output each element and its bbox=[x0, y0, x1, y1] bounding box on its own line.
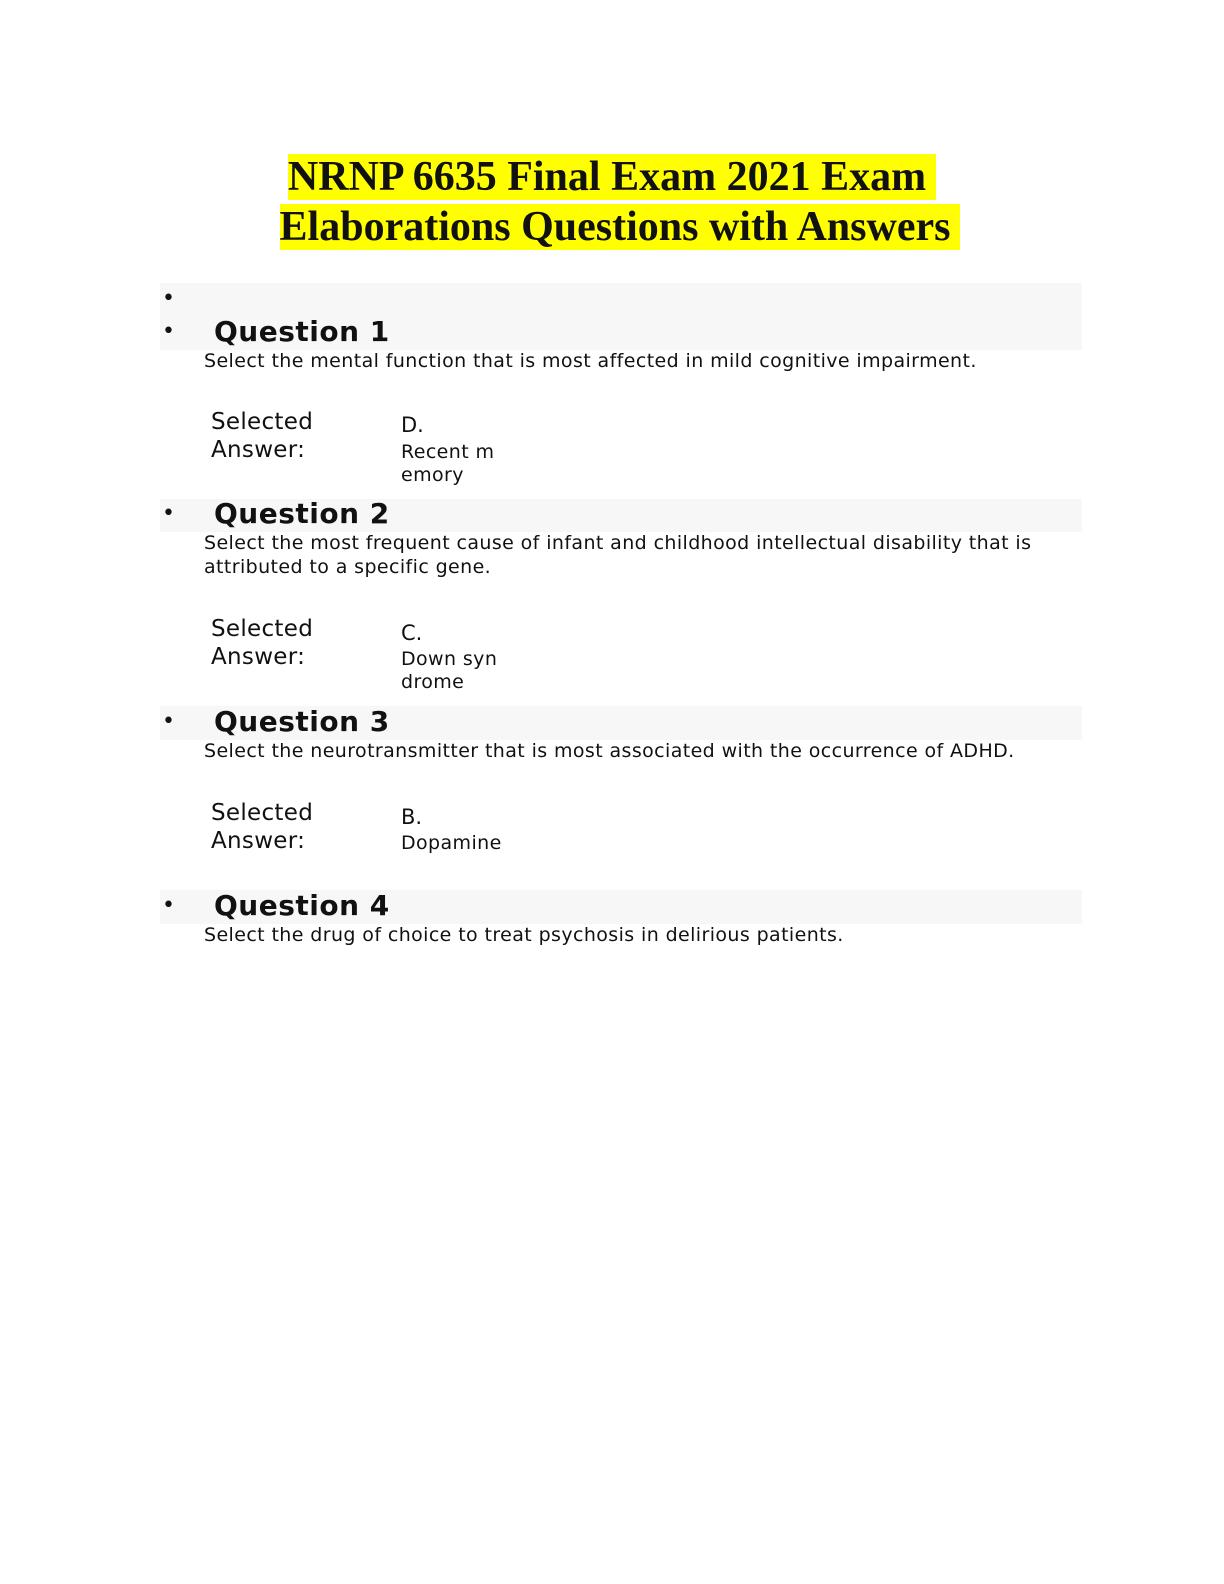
question-2-answer-letter: C. bbox=[401, 621, 423, 645]
question-2-selected-answer-label: Selected Answer: bbox=[211, 616, 314, 670]
question-3-bullet: • bbox=[162, 709, 175, 734]
question-2-text: Select the most frequent cause of infant and childhood intellectual disability that is attributed to a specific gene. bbox=[204, 532, 1032, 578]
question-4-bullet: • bbox=[162, 893, 175, 918]
question-2-answer-text: Down syndrome bbox=[401, 648, 498, 693]
empty-bullet: • bbox=[162, 286, 175, 311]
title-line-2: Elaborations Questions with Answers bbox=[280, 204, 961, 250]
question-1-heading: Question 1 bbox=[214, 315, 390, 348]
question-2-heading: Question 2 bbox=[214, 497, 390, 530]
question-1-answer-text: Recent memory bbox=[401, 441, 495, 486]
question-1-answer-letter: D. bbox=[401, 413, 424, 437]
question-3-heading: Question 3 bbox=[214, 705, 390, 738]
question-3-selected-answer-label: Selected Answer: bbox=[211, 800, 314, 854]
question-1-text: Select the mental function that is most affected in mild cognitive impairment. bbox=[204, 350, 977, 372]
question-3-answer-text: Dopamine bbox=[401, 832, 502, 854]
page-title bbox=[0, 152, 1224, 252]
question-3-answer-letter: B. bbox=[401, 805, 423, 829]
question-3-text: Select the neurotransmitter that is most associated with the occurrence of ADHD. bbox=[204, 740, 1015, 762]
title-line-1: NRNP 6635 Final Exam 2021 Exam bbox=[288, 154, 936, 200]
question-4-heading: Question 4 bbox=[214, 889, 390, 922]
question-4-text: Select the drug of choice to treat psychosis in delirious patients. bbox=[204, 924, 844, 946]
question-1-bullet: • bbox=[162, 319, 175, 344]
question-2-bullet: • bbox=[162, 501, 175, 526]
question-1-selected-answer-label: Selected Answer: bbox=[211, 409, 314, 463]
